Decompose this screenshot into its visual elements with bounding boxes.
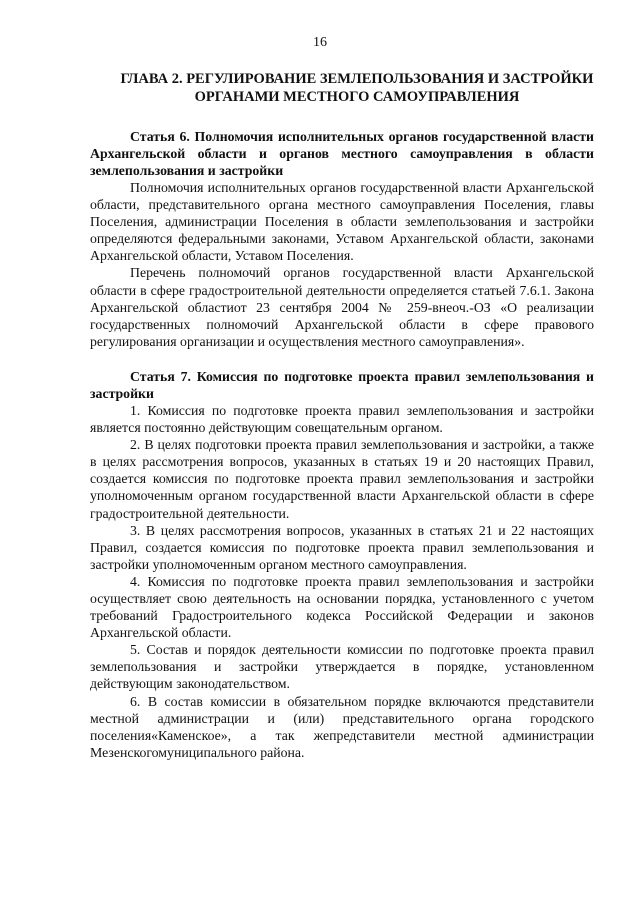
article-7-paragraph: 2. В целях подготовки проекта правил землепользования и застройки, а также в целях рассмотрения вопросов, указанных в статьях 19 и 20 настоящих Правил, создается комиссия по подготовке проекта правил землепользования и застройки уполномоченным органом государственной власти Архангельской области в сфере градостроительной деятельности. xyxy=(90,437,594,521)
article-7-paragraph: 4. Комиссия по подготовке проекта правил землепользования и застройки осуществляет свою деятельность на основании порядка, установленного с учетом требований Градостроительного кодекса Российской Федерации и законов Архангельской области. xyxy=(90,573,594,641)
page-content xyxy=(90,70,594,761)
article-7-paragraph: 1. Комиссия по подготовке проекта правил землепользования и застройки является постоянно действующим совещательным органом. xyxy=(90,402,594,436)
article-6-paragraph: Полномочия исполнительных органов государственной власти Архангельской области, представительного органа местного самоуправления Поселения, главы Поселения, администрации Поселения в области землепользования и застройки определяются федеральными законами, Уставом Архангельской области, законами Архангельской области, Уставом Поселения. xyxy=(90,180,594,264)
section-spacer xyxy=(90,350,594,368)
article-7-paragraph: 6. В состав комиссии в обязательном порядке включаются представители местной администрации и (или) представительного органа городского поселения«Каменское», а так жепредставители местной администрации Мезенскогомуниципального района. xyxy=(90,693,594,760)
article-7-paragraph: 3. В целях рассмотрения вопросов, указанных в статьях 21 и 22 настоящих Правил, создается комиссия по подготовке проекта правил землепользования и застройки уполномоченным органом местного самоуправления. xyxy=(90,522,594,572)
article-7-title: Статья 7. Комиссия по подготовке проекта правил землепользования и застройки xyxy=(90,368,594,401)
chapter-title: ГЛАВА 2. РЕГУЛИРОВАНИЕ ЗЕМЛЕПОЛЬЗОВАНИЯ И ЗАСТРОЙКИ ОРГАНАМИ МЕСТНОГО САМОУПРАВЛЕНИЯ xyxy=(120,71,594,105)
article-6-paragraph: Перечень полномочий органов государственной власти Архангельской области в сфере градостроительной деятельности определяется статьей 7.6.1. Закона Архангельской областиот 23 сентября 2004 № 259-внеоч.-ОЗ «О реализации государственных полномочий Архангельской области в сфере правового регулирования организации и осуществления местного самоуправления». xyxy=(90,265,594,349)
article-7-paragraph: 5. Состав и порядок деятельности комиссии по подготовке проекта правил землепользования и застройки утверждается в порядке, установленном действующим законодательством. xyxy=(90,642,594,692)
page-number: 16 xyxy=(313,35,327,50)
article-6-title: Статья 6. Полномочия исполнительных органов государственной власти Архангельской области и органов местного самоуправления в области землепользования и застройки xyxy=(90,129,594,178)
